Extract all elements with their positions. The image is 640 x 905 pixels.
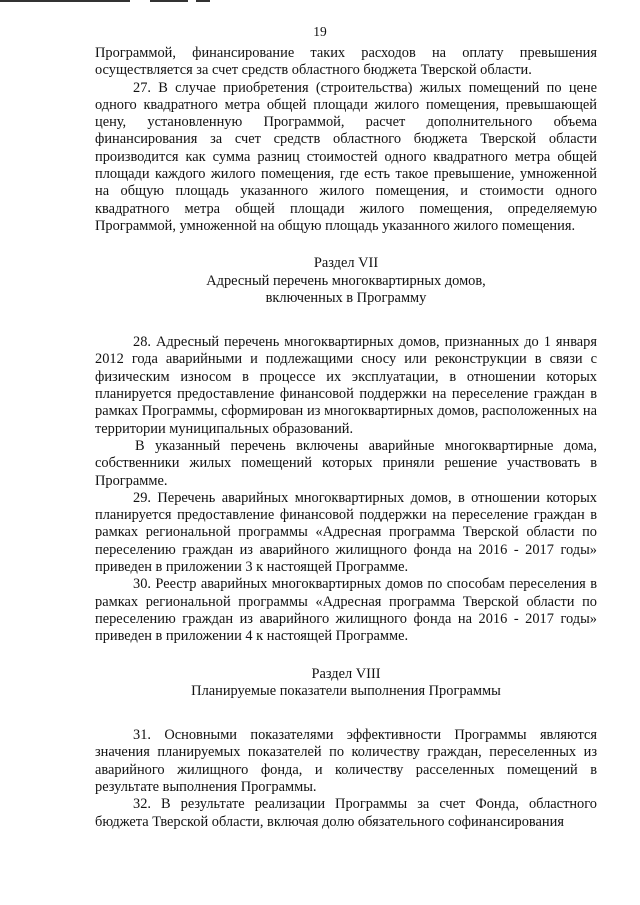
scan-edge-mark: [196, 0, 210, 2]
section-8-label: Раздел VIII: [311, 665, 381, 682]
scan-edge-mark: [0, 0, 130, 2]
document-body: [95, 45, 597, 831]
section-7-title-line-2: включенных в Программу: [265, 289, 427, 306]
paragraph-29: 29. Перечень аварийных многоквартирных домов, в отношении которых планируется предоставление финансовой поддержки на переселение граждан в рамках региональной программы «Адресная программа Тверской области по переселению граждан из аварийного жилищного фонда на 2016 - 2017 годы» приведен в приложении 3 к настоящей Программе.: [95, 489, 597, 576]
section-7-title-line-1: Адресный перечень многоквартирных домов,: [206, 272, 486, 289]
page-number: 19: [313, 24, 327, 39]
paragraph-28: 28. Адресный перечень многоквартирных домов, признанных до 1 января 2012 года аварийными и подлежащими сносу или реконструкции в связи с физическим износом в процессе их эксплуатации, в отношении которых планируется предоставление финансовой поддержки на переселение граждан в рамках Программы, сформирован из многоквартирных домов, расположенных на территории муниципальных образований.: [95, 334, 597, 437]
paragraph-27: 27. В случае приобретения (строительства) жилых помещений по цене одного квадратного метра общей площади жилого помещения, превышающей цену, установленную Программой, расчет дополнительного объема финансирования за счет средств областного бюджета Тверской области производится как сумма разниц стоимостей одного квадратного метра общей площади каждого жилого помещения, где есть такое превышение, умноженной на общую площадь указанного жилого помещения, и стоимости одного квадратного метра общей площади жилого помещения, определяемую Программой, умноженной на общую площадь указанного жилого помещения.: [95, 79, 597, 234]
section-7-label: Раздел VII: [313, 255, 379, 272]
section-8-title: Планируемые показатели выполнения Программы: [191, 682, 501, 699]
paragraph-30: 30. Реестр аварийных многоквартирных домов по способам переселения в рамках региональной программы «Адресная программа Тверской области по переселению граждан из аварийного жилищного фонда на 2016 - 2017 годы» приведен в приложении 4 к настоящей Программе.: [95, 576, 597, 645]
scan-edge-mark: [150, 0, 188, 2]
paragraph-continuation: Программой, финансирование таких расходов на оплату превышения осуществляется за счет средств областного бюджета Тверской области.: [95, 45, 597, 79]
paragraph-31: 31. Основными показателями эффективности Программы являются значения планируемых показателей по количеству граждан, переселенных из аварийного жилищного фонда, и количеству расселенных помещений в результате выполнения Программы.: [95, 727, 597, 795]
paragraph-32: 32. В результате реализации Программы за счет Фонда, областного бюджета Тверской области, включая долю обязательного софинансирования: [95, 796, 597, 830]
paragraph-28-continuation: В указанный перечень включены аварийные многоквартирные дома, собственники жилых помещений которых приняли решение участвовать в Программе.: [95, 437, 597, 489]
